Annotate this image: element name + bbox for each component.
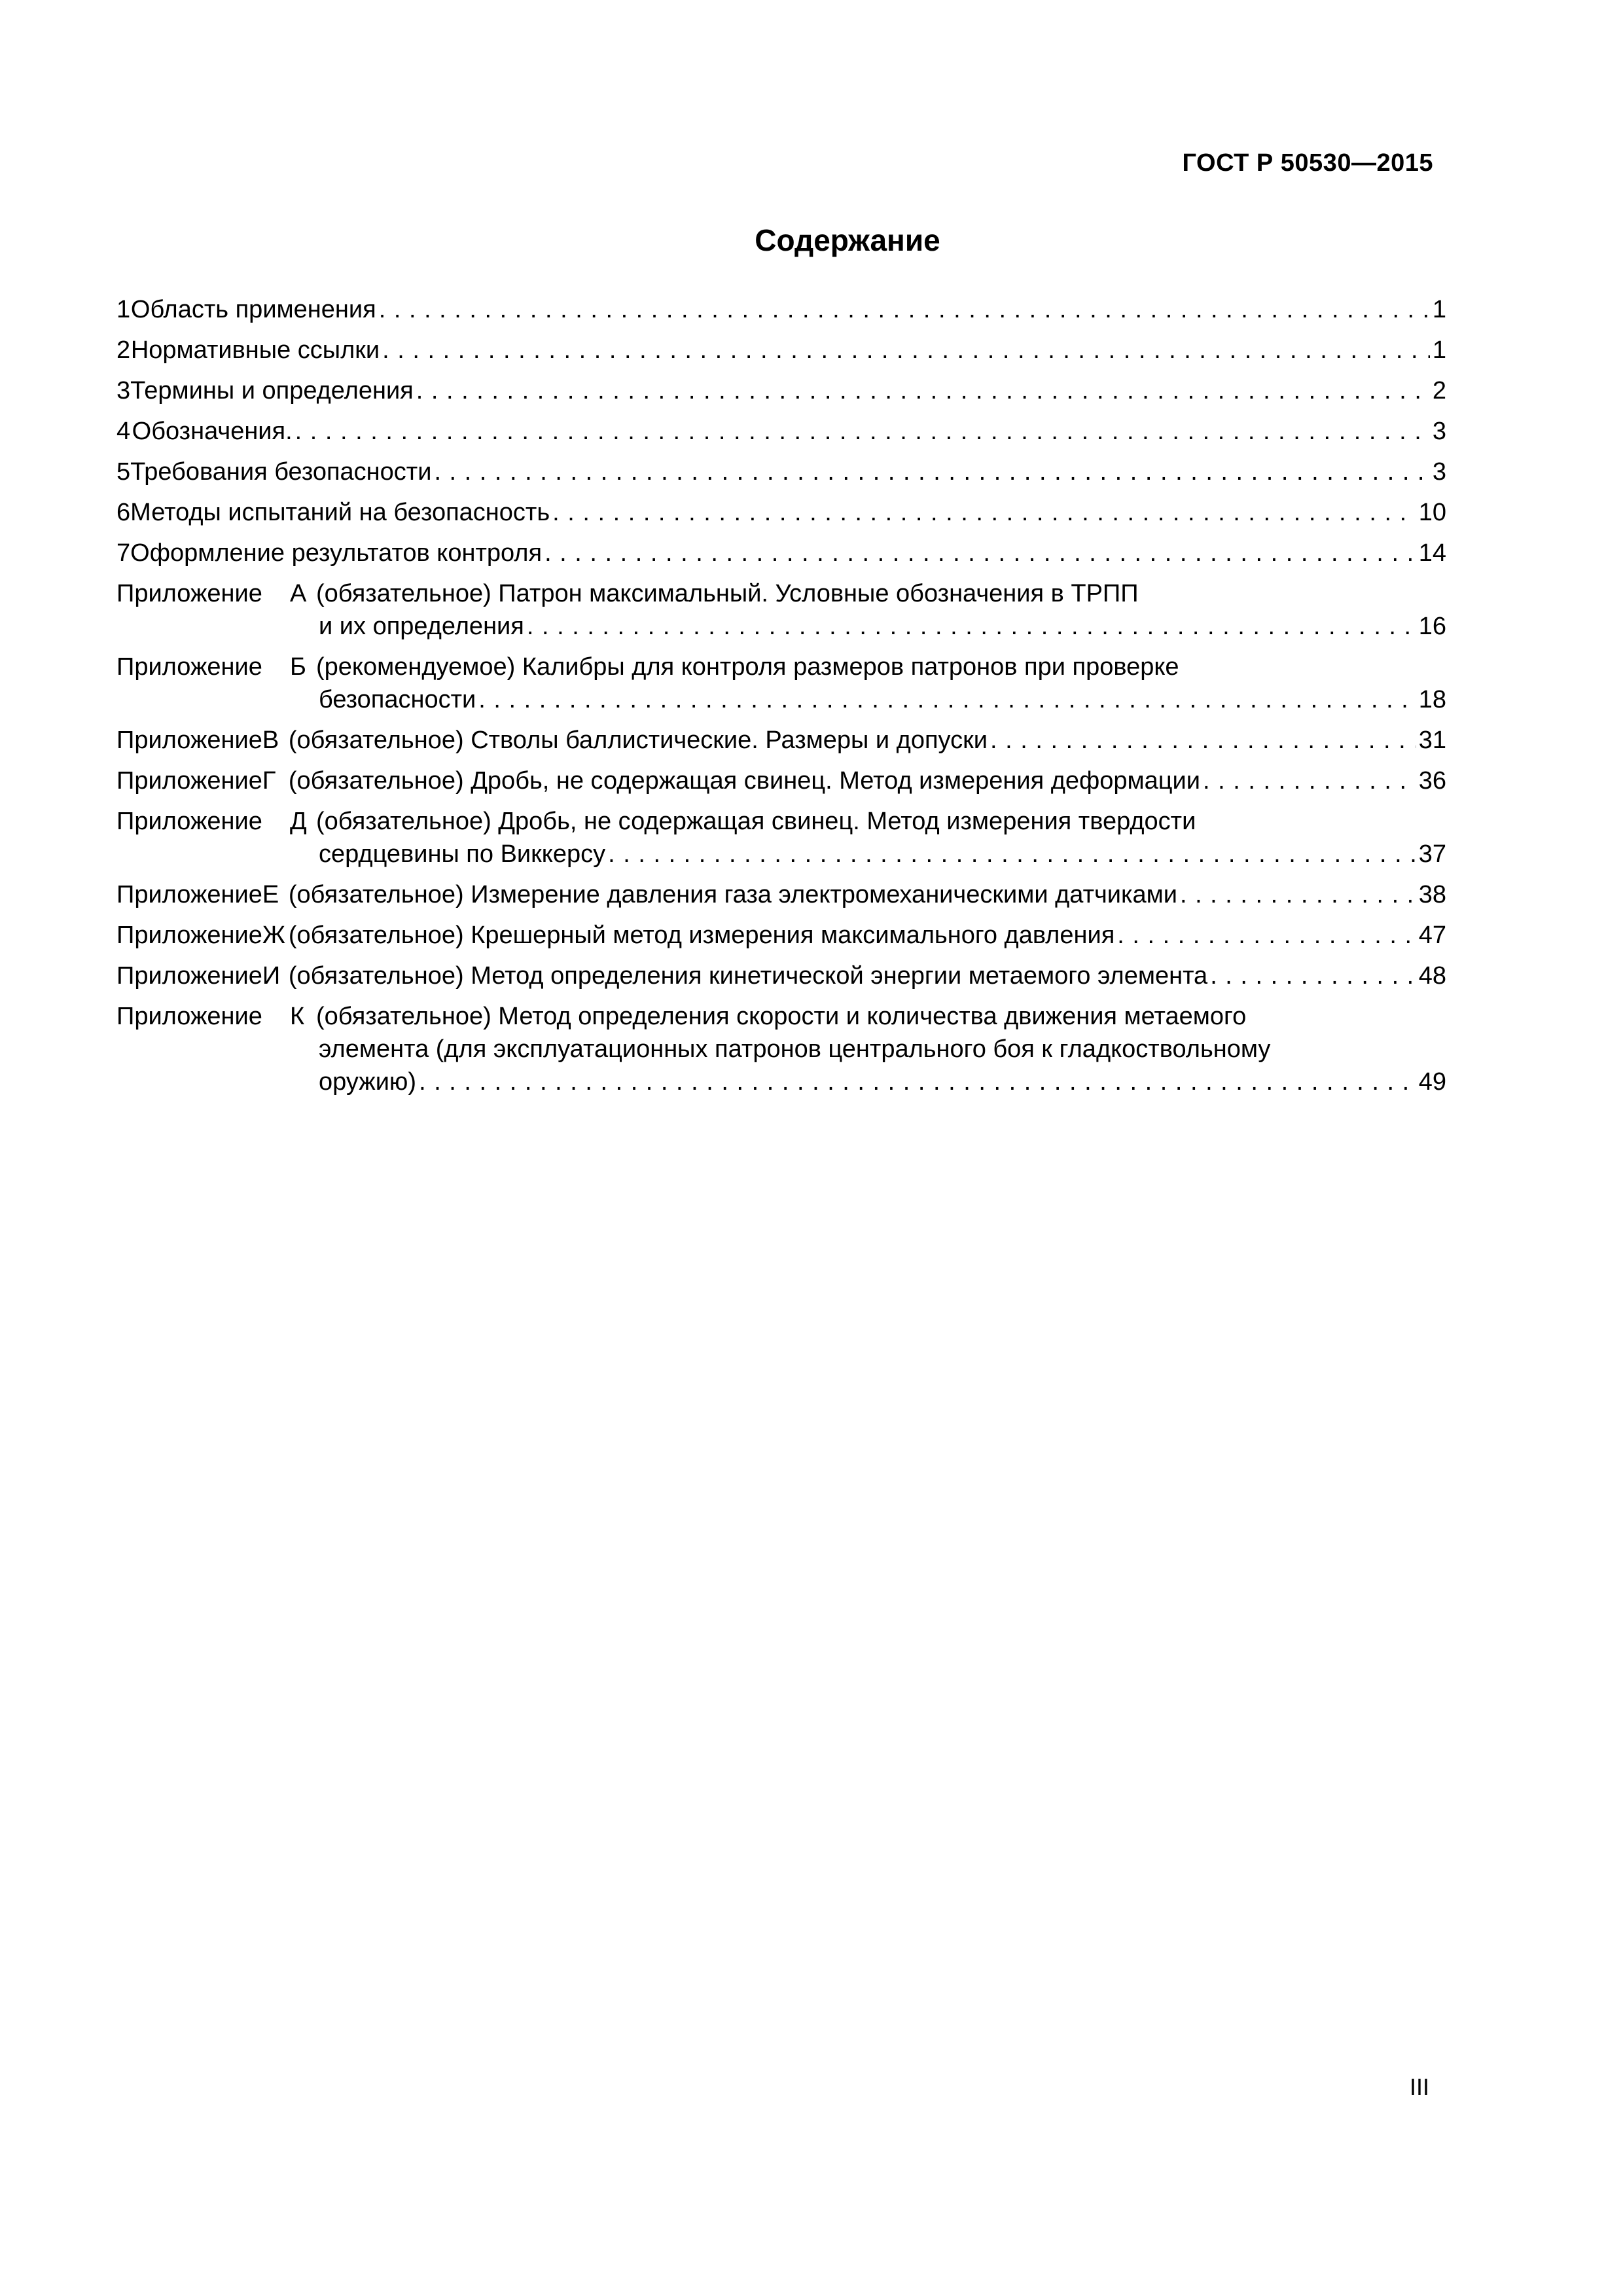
toc-title: Содержание bbox=[755, 223, 940, 257]
toc-entry-page: 38 bbox=[1418, 881, 1446, 908]
toc-entry-number: 3 bbox=[116, 377, 131, 404]
appendix-title-line: (обязательное) Дробь, не содержащая свинец. Метод измерения твердости bbox=[316, 808, 1196, 835]
appendix-title-line: (обязательное) Патрон максимальный. Условные обозначения в ТРПП bbox=[316, 580, 1139, 607]
toc-entry-title: Требования безопасности bbox=[130, 458, 432, 486]
dot-leader bbox=[552, 496, 1416, 529]
toc-entry-page: 2 bbox=[1432, 377, 1446, 404]
appendix-letter: А bbox=[290, 580, 307, 607]
appendix-label: Приложение bbox=[116, 767, 262, 795]
toc-entry-title: Термины и определения bbox=[130, 377, 414, 404]
toc-appendix-b[interactable] bbox=[116, 651, 1446, 716]
appendix-title-line: (обязательное) Метод определения скорости и количества движения метаемого bbox=[316, 1003, 1247, 1030]
dot-leader bbox=[1210, 960, 1416, 992]
toc-entry-6[interactable] bbox=[116, 496, 1446, 529]
page-number: III bbox=[1409, 2073, 1429, 2100]
dot-leader bbox=[419, 1066, 1416, 1098]
toc-entry-page: 1 bbox=[1432, 296, 1446, 323]
appendix-title-line: элемента (для эксплуатационных патронов центрального боя к гладкоствольному bbox=[319, 1035, 1271, 1063]
toc-entry-page: 18 bbox=[1418, 686, 1446, 713]
toc-entry-4[interactable] bbox=[116, 415, 1446, 448]
toc-entry-page: 14 bbox=[1418, 539, 1446, 567]
appendix-label: Приложение bbox=[116, 962, 262, 990]
dot-leader bbox=[379, 293, 1430, 326]
appendix-label: Приложение bbox=[116, 653, 262, 681]
appendix-letter: К bbox=[290, 1003, 305, 1030]
table-of-contents bbox=[116, 293, 1446, 1106]
appendix-letter: Б bbox=[290, 653, 306, 681]
toc-entry-page: 10 bbox=[1418, 499, 1446, 526]
dot-leader bbox=[434, 456, 1429, 488]
toc-entry-title: Нормативные ссылки bbox=[130, 336, 380, 364]
dot-leader bbox=[416, 374, 1430, 407]
appendix-label: Приложение bbox=[116, 881, 262, 908]
toc-entry-1[interactable] bbox=[116, 293, 1446, 326]
toc-entry-page: 3 bbox=[1432, 458, 1446, 486]
dot-leader bbox=[478, 683, 1416, 716]
toc-appendix-e[interactable] bbox=[116, 878, 1446, 911]
dot-leader bbox=[544, 537, 1416, 569]
toc-entry-title: Оформление результатов контроля bbox=[130, 539, 543, 567]
toc-entry-page: 1 bbox=[1432, 336, 1446, 364]
appendix-letter: И bbox=[262, 962, 281, 990]
toc-appendix-k[interactable] bbox=[116, 1000, 1446, 1098]
toc-entry-page: 49 bbox=[1418, 1068, 1446, 1096]
toc-entry-number: 6 bbox=[116, 499, 131, 526]
toc-entry-title: Методы испытаний на безопасность bbox=[130, 499, 550, 526]
dot-leader bbox=[527, 610, 1416, 643]
toc-entry-2[interactable] bbox=[116, 334, 1446, 367]
dot-leader bbox=[295, 415, 1430, 448]
toc-appendix-v[interactable] bbox=[116, 724, 1446, 757]
dot-leader bbox=[1203, 764, 1416, 797]
toc-entry-title: Область применения bbox=[130, 296, 376, 323]
dot-leader bbox=[1180, 878, 1416, 911]
toc-entry-page: 36 bbox=[1418, 767, 1446, 795]
toc-entry-3[interactable] bbox=[116, 374, 1446, 407]
document-code: ГОСТ Р 50530—2015 bbox=[1182, 149, 1433, 177]
toc-entry-number: 4 bbox=[116, 418, 131, 445]
dot-leader bbox=[608, 838, 1416, 870]
appendix-title-line: (обязательное) Измерение давления газа электромеханическими датчиками bbox=[288, 881, 1177, 908]
appendix-label: Приложение bbox=[116, 1003, 262, 1030]
appendix-title-line: безопасности bbox=[319, 686, 476, 713]
toc-appendix-a[interactable] bbox=[116, 577, 1446, 643]
appendix-letter: Ж bbox=[262, 922, 285, 949]
appendix-label: Приложение bbox=[116, 580, 262, 607]
dot-leader bbox=[1117, 919, 1416, 952]
toc-entry-page: 16 bbox=[1418, 613, 1446, 640]
appendix-title-line: оружию) bbox=[319, 1068, 417, 1096]
appendix-label: Приложение bbox=[116, 922, 262, 949]
appendix-title-line: и их определения bbox=[319, 613, 524, 640]
appendix-title-line: (обязательное) Дробь, не содержащая свинец. Метод измерения деформации bbox=[288, 767, 1201, 795]
toc-entry-page: 3 bbox=[1432, 418, 1446, 445]
appendix-label: Приложение bbox=[116, 808, 262, 835]
appendix-title-line: (обязательное) Метод определения кинетической энергии метаемого элемента bbox=[288, 962, 1208, 990]
toc-entry-7[interactable] bbox=[116, 537, 1446, 569]
toc-entry-title: Обозначения. bbox=[132, 418, 293, 445]
appendix-letter: Е bbox=[262, 881, 279, 908]
toc-entry-number: 2 bbox=[116, 336, 131, 364]
appendix-letter: Д bbox=[290, 808, 307, 835]
appendix-title-line: (рекомендуемое) Калибры для контроля размеров патронов при проверке bbox=[316, 653, 1179, 681]
toc-entry-number: 7 bbox=[116, 539, 131, 567]
dot-leader bbox=[990, 724, 1416, 757]
appendix-title-line: (обязательное) Стволы баллистические. Размеры и допуски bbox=[288, 726, 988, 754]
toc-entry-number: 5 bbox=[116, 458, 131, 486]
toc-appendix-d[interactable] bbox=[116, 805, 1446, 870]
toc-entry-number: 1 bbox=[116, 296, 131, 323]
appendix-letter: Г bbox=[262, 767, 276, 795]
toc-appendix-i[interactable] bbox=[116, 960, 1446, 992]
dot-leader bbox=[382, 334, 1430, 367]
toc-entry-page: 37 bbox=[1418, 840, 1446, 868]
appendix-title-line: сердцевины по Виккерсу bbox=[319, 840, 606, 868]
toc-entry-page: 48 bbox=[1418, 962, 1446, 990]
toc-entry-5[interactable] bbox=[116, 456, 1446, 488]
toc-appendix-g[interactable] bbox=[116, 764, 1446, 797]
toc-entry-page: 31 bbox=[1418, 726, 1446, 754]
appendix-letter: В bbox=[262, 726, 279, 754]
appendix-title-line: (обязательное) Крешерный метод измерения максимального давления bbox=[288, 922, 1115, 949]
appendix-label: Приложение bbox=[116, 726, 262, 754]
toc-entry-page: 47 bbox=[1418, 922, 1446, 949]
toc-appendix-zh[interactable] bbox=[116, 919, 1446, 952]
